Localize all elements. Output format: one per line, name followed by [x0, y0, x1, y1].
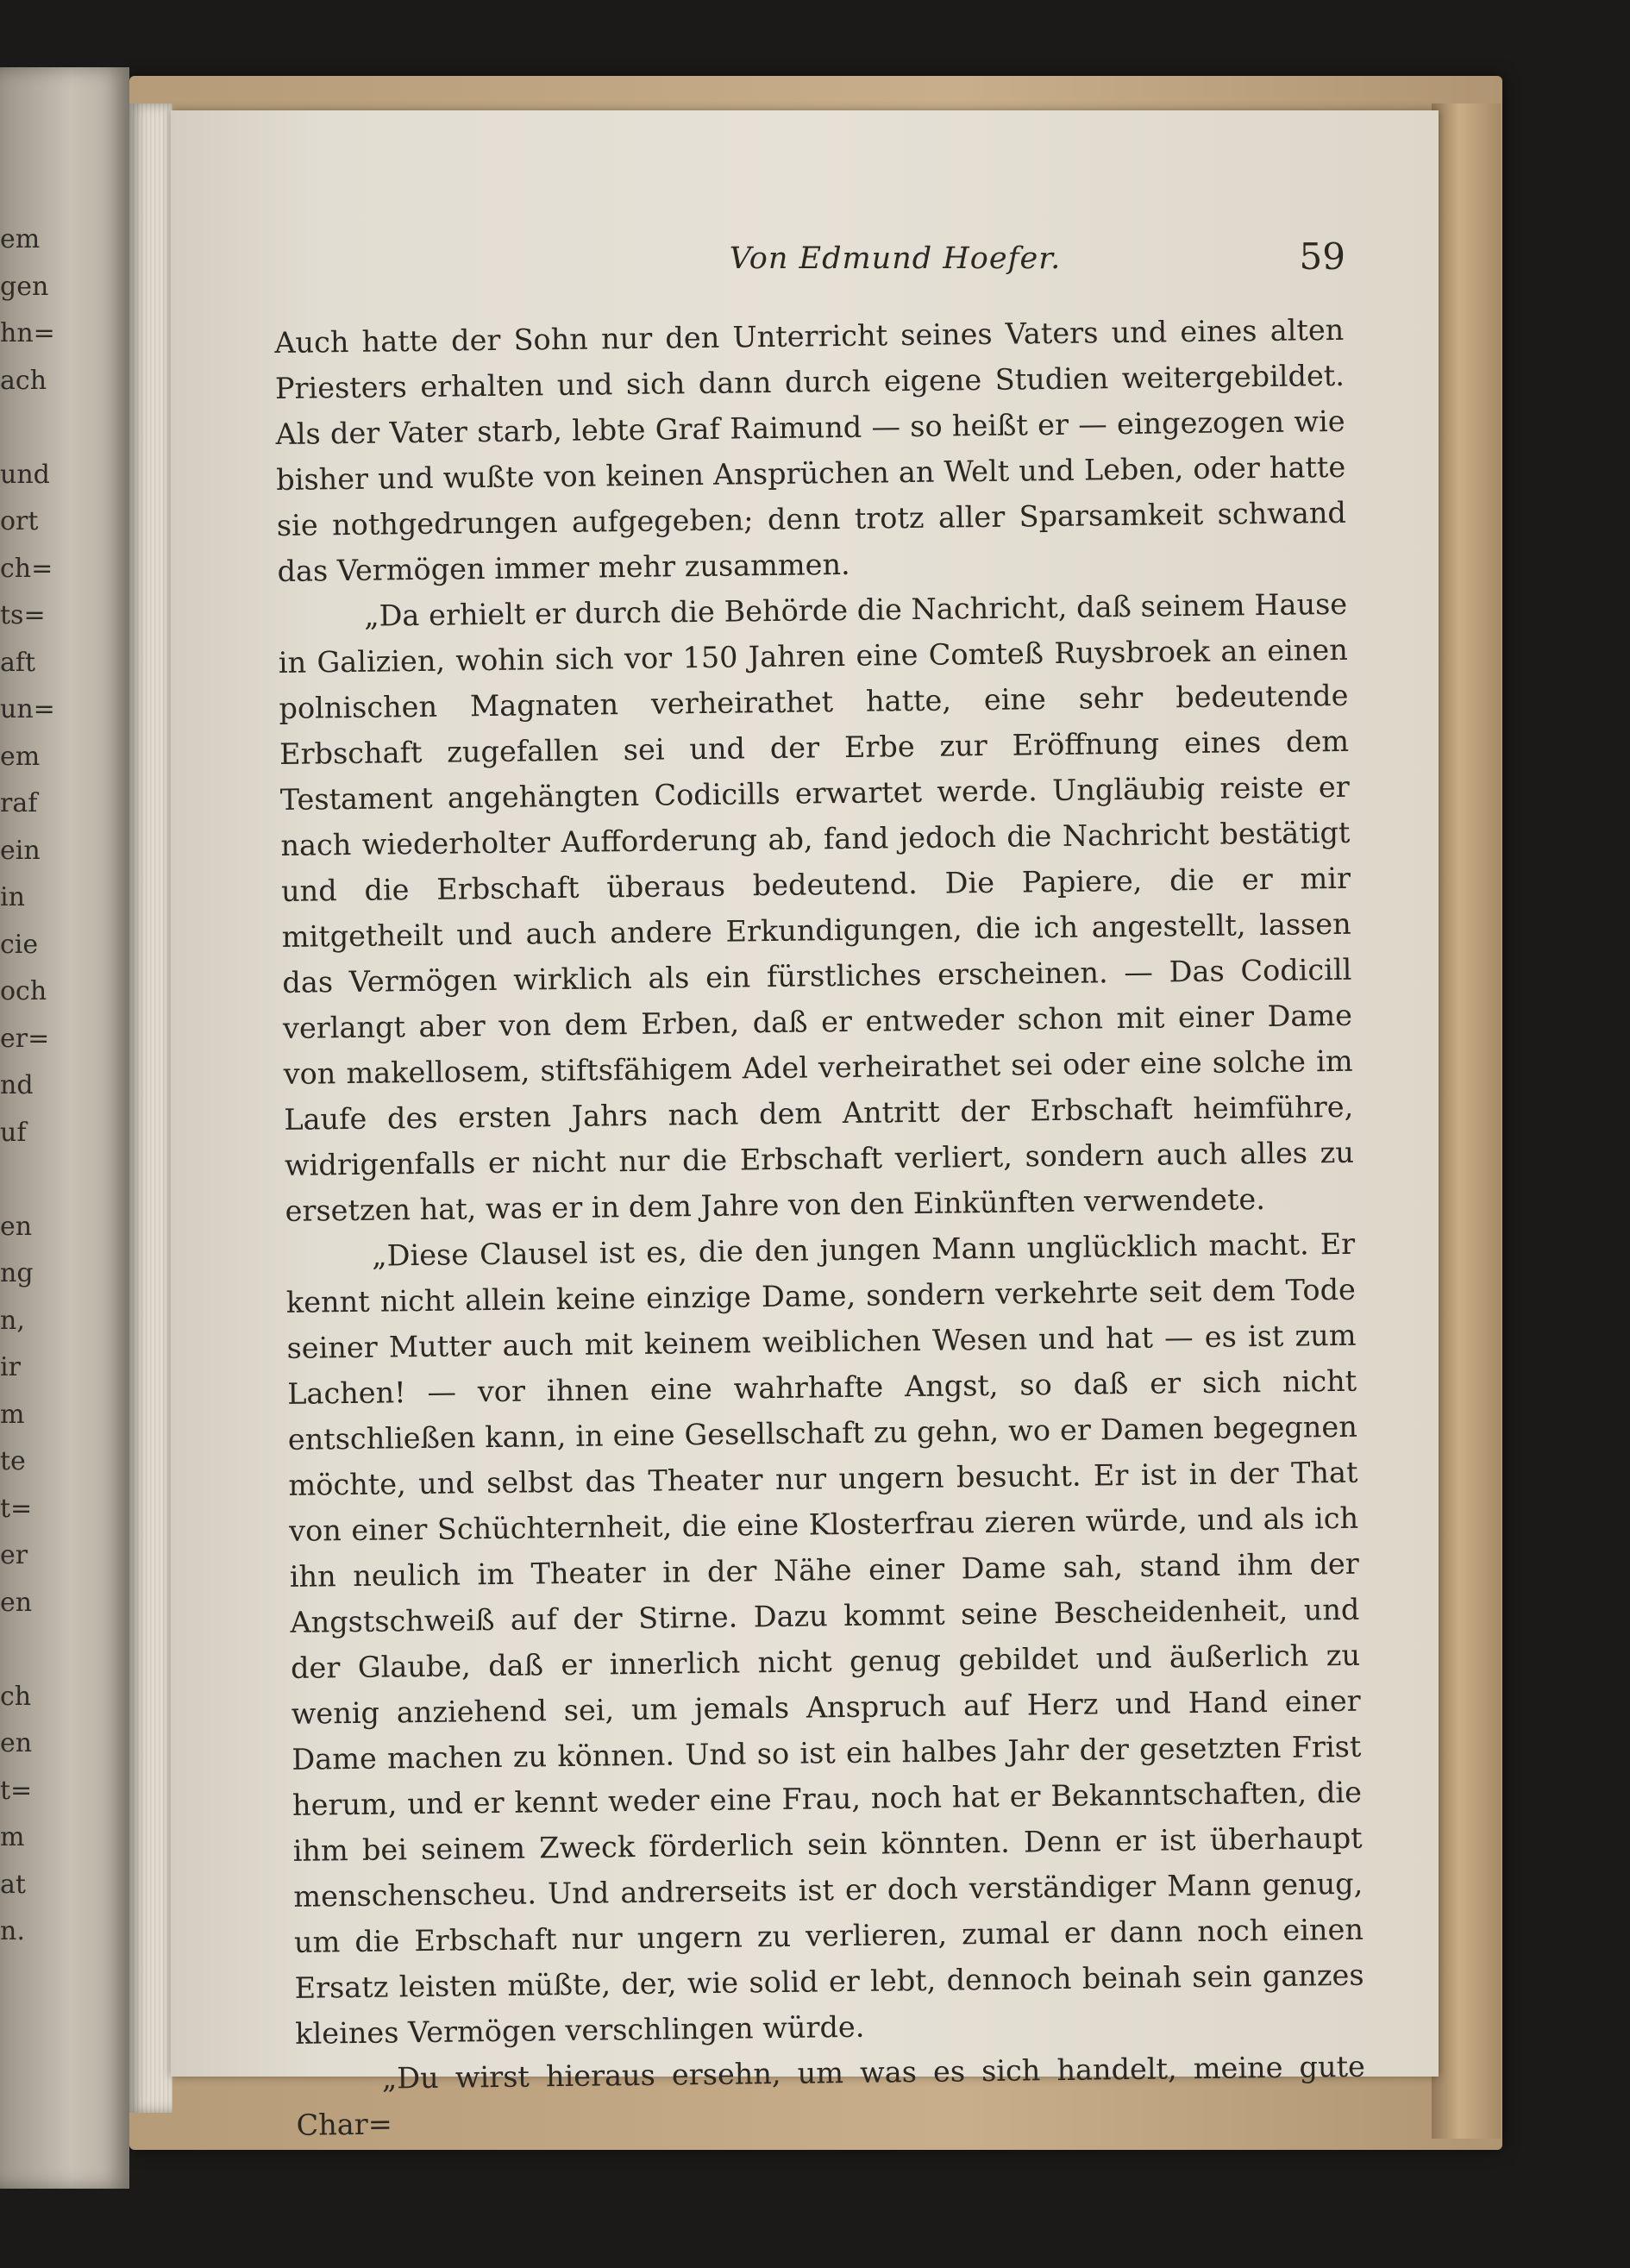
paragraph: „Da erhielt er durch die Behörde die Nachricht, daß seinem Hause in Galizien, wohin sich vor 150 Jahren eine Comteß Ruysbroek an einen polnischen Magnaten verheirathet hatte, eine sehr bedeutende Erbschaft zugefallen sei und der Erbe zur Eröffnung eines dem Testament angehängten Codicills erwartet werde. Ungläubig reiste er nach wiederholter Aufforderung ab, fand jedoch die Nachricht bestätigt und die Erbschaft überaus bedeutend. Die Papiere, die er mir mitgetheilt und auch andere Erkundigungen, die ich angestellt, lassen das Vermögen wirklich als ein fürstliches erscheinen. — Das Codicill verlangt aber von dem Erben, daß er entweder schon mit einer Dame von makellosem, stiftsfähigem Adel verheirathet sei oder eine solche im Laufe des ersten Jahrs nach dem Antritt der Erbschaft heimführe, widrigenfalls er nicht nur die Erbschaft verliert, sondern auch alles zu ersetzen hat, was er in dem Jahre von den Einkünften verwendete. [278, 586, 1355, 1228]
previous-page-line-fragment: t= [0, 1493, 33, 1524]
previous-page-line-fragment: ch= [0, 553, 53, 584]
previous-page-line-fragment: n, [0, 1305, 25, 1336]
previous-page-line-fragment: n. [0, 1916, 25, 1946]
previous-page-line-fragment: aft [0, 647, 36, 678]
previous-page-line-fragment: m [0, 1399, 25, 1430]
previous-page-line-fragment: at [0, 1869, 26, 1900]
previous-page-line-fragment: te [0, 1446, 26, 1476]
page-number: 59 [1299, 235, 1345, 278]
previous-page-line-fragment: em [0, 741, 41, 772]
previous-page-line-fragment: m [0, 1822, 25, 1852]
previous-page-line-fragment: ts= [0, 600, 46, 630]
previous-page-line-fragment: in [0, 882, 25, 912]
paragraph: „Diese Clausel ist es, die den jungen Mann unglücklich macht. Er kennt nicht allein keine einzige Dame, sondern verkehrte seit dem Tode seiner Mutter auch mit keinem weiblichen Wesen und hat — es ist zum Lachen! — vor ihnen eine wahrhafte Angst, so daß er sich nicht entschließen kann, in eine Gesellschaft zu gehn, wo er Damen begegnen möchte, und selbst das Theater nur ungern besucht. Er ist in der That von einer Schüchternheit, die eine Klosterfrau zieren würde, und als ich ihn neulich im Theater in der Nähe einer Dame sah, stand ihm der Angstschweiß auf der Stirne. Dazu kommt seine Bescheidenheit, und der Glaube, daß er innerlich nicht genug gebildet und äußerlich zu wenig anziehend sei, um jemals Anspruch auf Herz und Hand einer Dame machen zu können. Und so ist ein halbes Jahr der gesetzten Frist herum, und er kennt weder eine Frau, noch hat er Bekanntschaften, die ihm bei seinem Zweck förderlich sein könnten. Denn er ist überhaupt menschenscheu. Und andrerseits ist er doch verständiger Mann genug, um die Erbschaft nur ungern zu verlieren, zumal er dann noch einen Ersatz leisten müßte, der, wie solid er lebt, dennoch beinah sein ganzes kleines Vermögen verschlingen würde. [285, 1226, 1364, 2051]
previous-page-line-fragment: ir [0, 1352, 21, 1382]
book-cover-edge [1432, 103, 1501, 2139]
previous-page-line-fragment: hn= [0, 318, 55, 348]
previous-page-line-fragment: raf [0, 788, 38, 818]
previous-page-line-fragment: cie [0, 929, 39, 960]
paragraph: Auch hatte der Sohn nur den Unterricht seines Vaters und eines alten Priesters erhalten und sich dann durch eigene Studien weitergebildet. Als der Vater starb, lebte Graf Raimund — so heißt er — eingezogen wie bisher und wußte von keinen Ansprüchen an Welt und Leben, oder hatte sie nothgedrungen aufgegeben; denn trotz aller Sparsamkeit schwand das Vermögen immer mehr zusammen. [274, 312, 1347, 588]
previous-page-line-fragment: er= [0, 1023, 50, 1054]
previous-page-line-fragment: och [0, 976, 47, 1006]
previous-page-line-fragment: ein [0, 835, 41, 866]
body-text [274, 307, 1366, 2148]
previous-page-line-fragment: en [0, 1211, 33, 1242]
previous-page-line-fragment: ng [0, 1258, 34, 1288]
previous-page-line-fragment: em [0, 224, 41, 254]
running-head: Von Edmund Hoefer. [729, 241, 1062, 276]
previous-page-line-fragment: gen [0, 271, 49, 302]
previous-page-line-fragment: t= [0, 1775, 33, 1806]
paragraph: „Du wirst hieraus ersehn, um was es sich handelt, meine gute Char= [296, 2049, 1366, 2142]
book-page [171, 110, 1439, 2142]
previous-page-line-fragment: ort [0, 506, 39, 536]
previous-page-line-fragment: nd [0, 1070, 34, 1100]
page-stack-gutter [129, 103, 172, 2113]
previous-page-line-fragment: und [0, 459, 50, 490]
previous-page-line-fragment: un= [0, 694, 55, 724]
previous-page [0, 67, 129, 2189]
previous-page-line-fragment: er [0, 1540, 28, 1570]
previous-page-line-fragment: en [0, 1587, 33, 1618]
previous-page-line-fragment: ch [0, 1681, 32, 1712]
previous-page-line-fragment: ach [0, 365, 47, 396]
previous-page-line-fragment: uf [0, 1117, 27, 1148]
previous-page-line-fragment: en [0, 1728, 33, 1758]
